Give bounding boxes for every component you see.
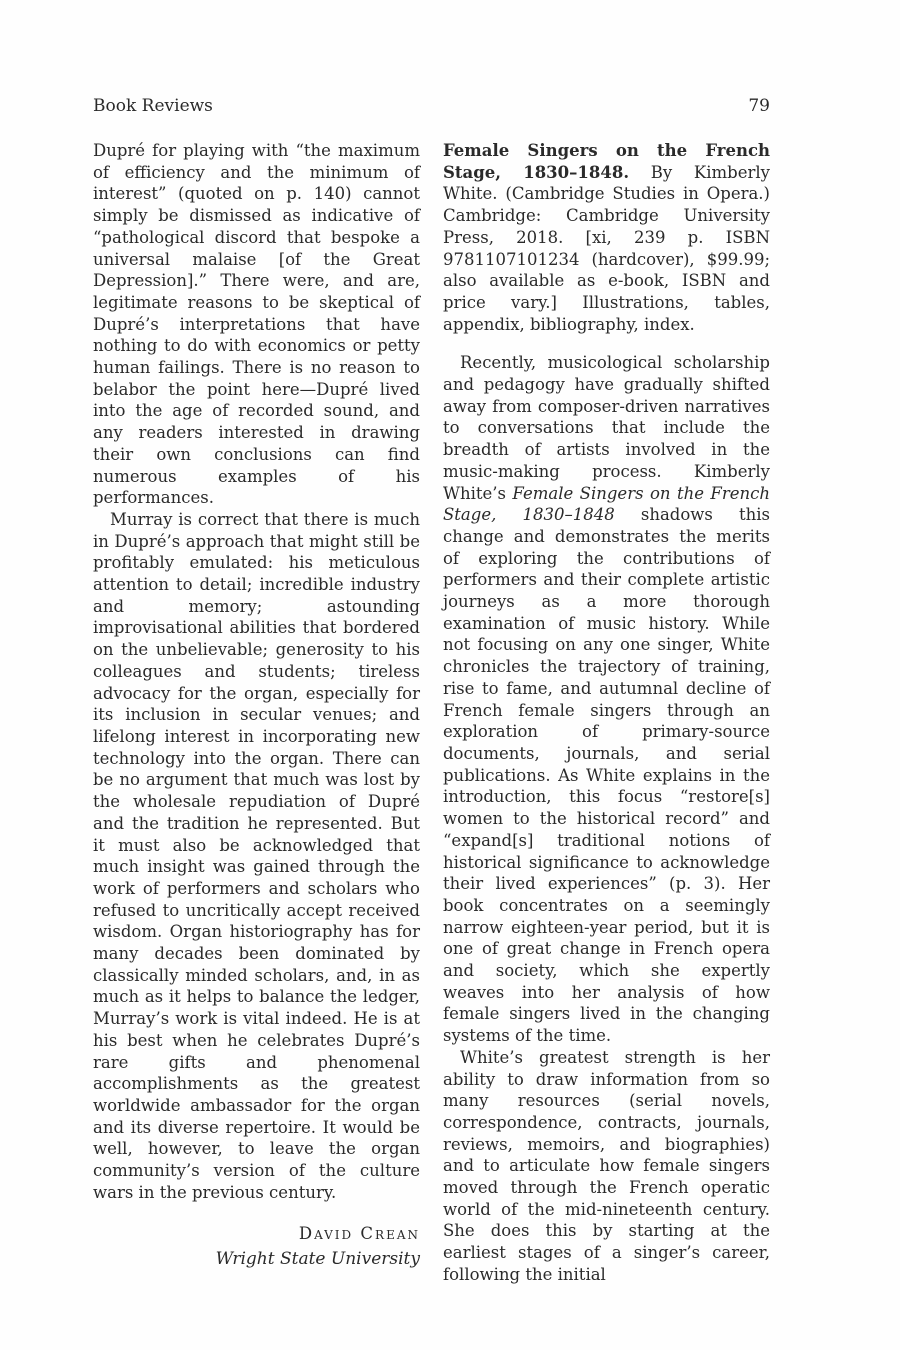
right-column (443, 140, 770, 1286)
paragraph (93, 509, 420, 1204)
review-body-continued (93, 140, 420, 1203)
left-column (93, 140, 420, 1286)
text-segment: Murray is correct that there is much in Dupré’s approach that might still be profitably emulated: his meticulous attention to detail; incredible industry and memory; astounding improvisational abilities that bordered on the unbelievable; generosity to his colleagues and students; tireless advocacy for the organ, especially for its inclusion in secular venues; and lifelong interest in incorporating new technology into the organ. There can be no argument that much was lost by the wholesale repudiation of Dupré and the tradition he represented. But it must also be acknowledged that much insight was gained through the work of performers and scholars who refused to uncritically accept received wisdom. Organ historiography has for many decades been dominated by classically minded scholars, and, in as much as it helps to balance the ledger, Murray’s work is vital indeed. He is at his best when he celebrates Dupré’s rare gifts and phenomenal accomplishments as the greatest worldwide ambassador for the organ and its diverse repertoire. It would be well, however, to leave the organ community’s version of the culture wars in the previous century. (93, 509, 420, 1202)
paragraph (93, 140, 420, 509)
running-head (93, 95, 770, 117)
text-segment-bold: Female Singers on the French Stage, 1830–1848. (443, 141, 770, 182)
page-number: 79 (748, 96, 770, 116)
text-segment: Recently, musicological scholarship and pedagogy have gradually shifted away from composer-driven narratives to conversations that include the breadth of artists involved in the music-making process. Kimberly White’s (443, 353, 770, 503)
two-column-body (93, 140, 770, 1286)
paragraph (443, 352, 770, 1047)
text-segment: Dupré for playing with “the maximum of efficiency and the minimum of interest” (quoted on p. 140) cannot simply be dismissed as indicative of “pathological discord that bespoke a universal malaise [of the Great Depression].” There were, and are, legitimate reasons to be skeptical of Dupré’s interpretations that have nothing to do with economics or petty human failings. There is no reason to belabor the point here—Dupré lived into the age of recorded sound, and any readers interested in drawing their own conclusions can find numerous examples of his performances. (93, 141, 420, 508)
reviewer-signature (93, 1221, 420, 1272)
text-segment: White’s greatest strength is her ability to draw information from so many resources (serial novels, correspondence, contracts, journals, reviews, memoirs, and biographies) and to articulate how female singers moved through the French operatic world of the mid-nineteenth century. She does this by starting at the earliest stages of a singer’s career, following the initial (443, 1047, 770, 1284)
paragraph (443, 140, 770, 335)
reviewer-affiliation: Wright State University (215, 1249, 420, 1270)
reviewer-name: David Crean (298, 1224, 420, 1244)
text-segment: By Kimberly White. (Cambridge Studies in Opera.) Cambridge: Cambridge University Press, 2018. [xi, 239 p. ISBN 9781107101234 (hardcover), $99.99; also available as e-book, ISBN and price vary.] Illustrations, tables, appendix, bibliography, index. (443, 162, 770, 334)
paragraph (443, 1047, 770, 1286)
running-head-section-title: Book Reviews (93, 96, 213, 116)
text-segment-italic: Female Singers on the French Stage, 1830–1848 (443, 483, 771, 525)
text-segment: shadows this change and demonstrates the merits of exploring the contributions of performers and their complete artistic journeys as a more thorough examination of music history. While not focusing on any one singer, White chronicles the trajectory of training, rise to fame, and autumnal decline of French female singers through an exploration of primary-source documents, journals, and serial publications. As White explains in the introduction, this focus “restore[s] women to the historical record” and “expand[s] traditional notions of historical significance to acknowledge their lived experiences” (p. 3). Her book concentrates on a seemingly narrow eighteen-year period, but it is one of great change in French opera and society, which she expertly weaves into her analysis of how female singers lived in the changing systems of the time. (443, 505, 770, 1046)
next-review (443, 140, 770, 1286)
